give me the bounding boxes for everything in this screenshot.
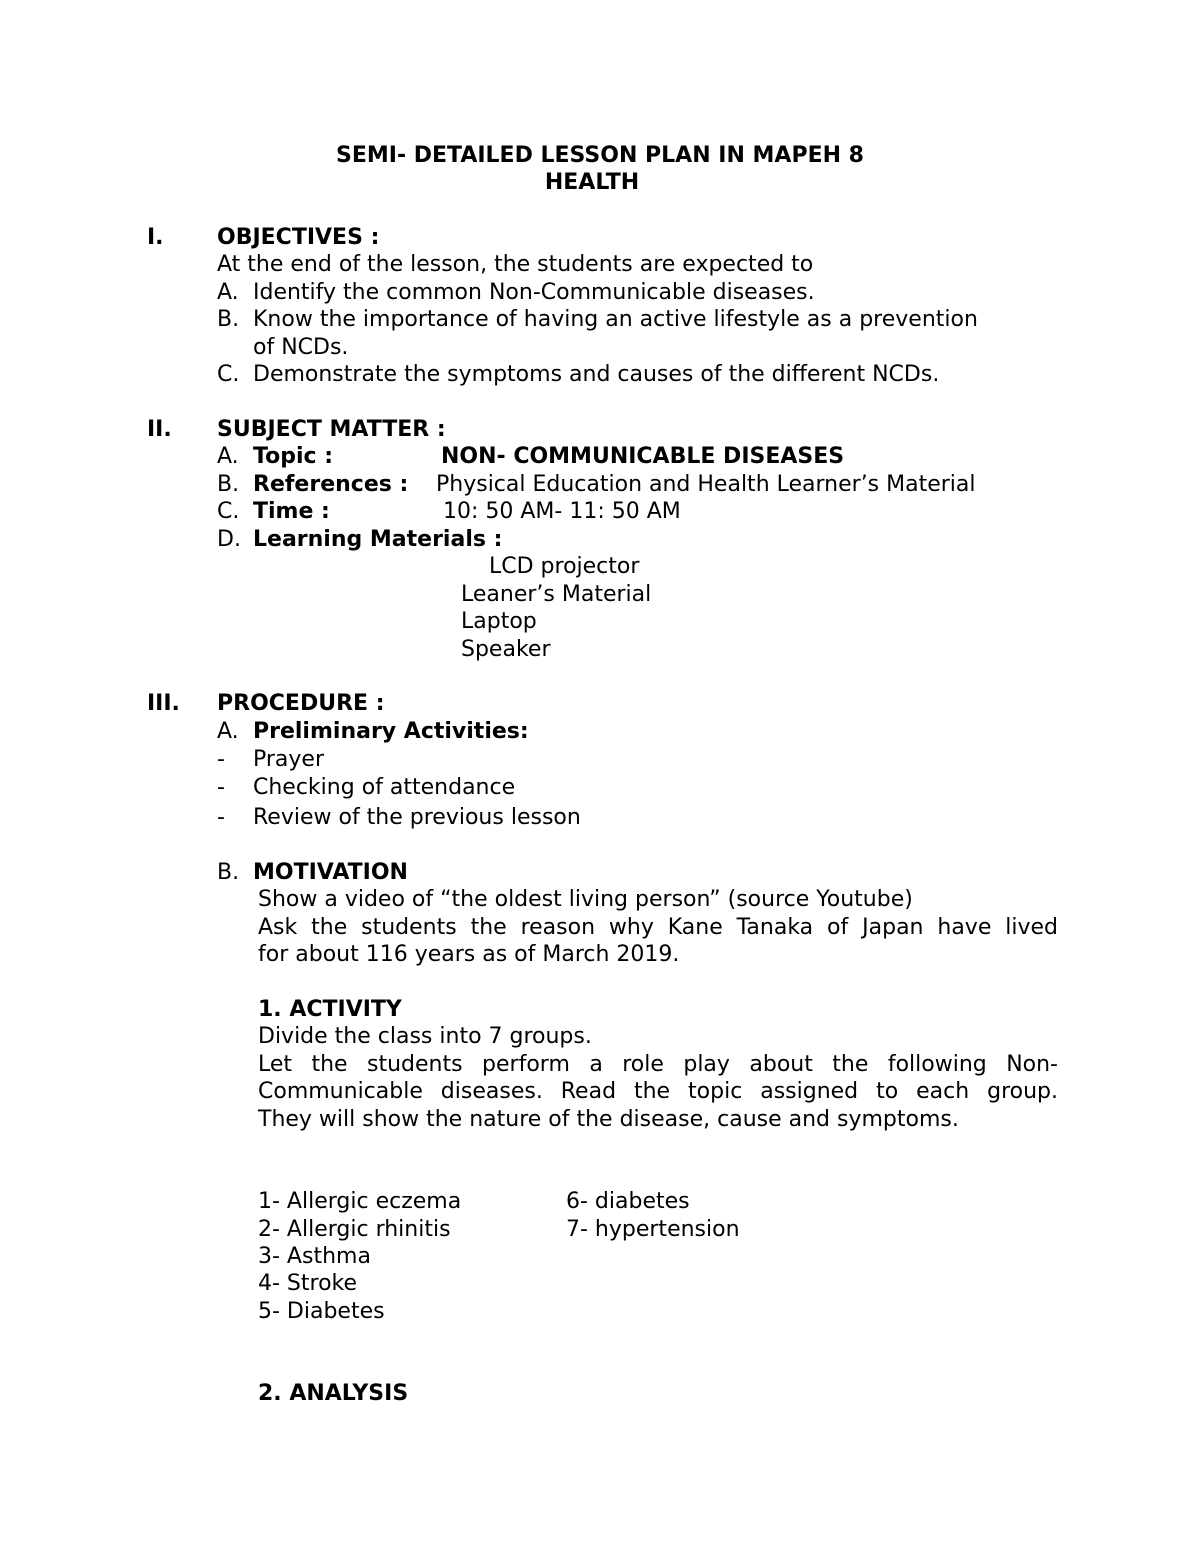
motivation-line: Show a video of “the oldest living person” (source Youtube) [258, 887, 913, 912]
section-numeral-1: I. [147, 225, 164, 250]
objective-text-b-cont: of NCDs. [253, 335, 349, 360]
objective-text-b: Know the importance of having an active lifestyle as a prevention [253, 307, 978, 332]
list-bullet: - [217, 747, 225, 772]
title-line-2: HEALTH [544, 170, 640, 195]
preliminary-letter: A. [217, 719, 239, 744]
list-bullet: - [217, 805, 225, 830]
preliminary-label: Preliminary Activities: [253, 719, 529, 744]
time-letter: C. [217, 499, 240, 524]
activity-paragraph-line: Let the students perform a role play about the following Non- [258, 1052, 1058, 1077]
disease-item: 3- Asthma [258, 1244, 371, 1269]
objective-letter-c: C. [217, 362, 240, 387]
topic-label: Topic : [253, 444, 333, 469]
objectives-intro: At the end of the lesson, the students are expected to [217, 252, 814, 277]
material-item: LCD projector [489, 554, 640, 579]
activity-paragraph-line: They will show the nature of the disease, cause and symptoms. [258, 1107, 959, 1132]
motivation-label: MOTIVATION [253, 860, 408, 885]
preliminary-item: Checking of attendance [253, 775, 516, 800]
procedure-heading: PROCEDURE : [217, 691, 385, 716]
materials-letter: D. [217, 527, 241, 552]
time-label: Time : [253, 499, 330, 524]
section-numeral-3: III. [147, 691, 180, 716]
preliminary-item: Prayer [253, 747, 325, 772]
material-item: Laptop [461, 609, 537, 634]
topic-value: NON- COMMUNICABLE DISEASES [441, 444, 845, 469]
material-item: Speaker [461, 637, 551, 662]
objective-text-c: Demonstrate the symptoms and causes of the different NCDs. [253, 362, 940, 387]
disease-item: 7- hypertension [566, 1217, 740, 1242]
analysis-heading: 2. ANALYSIS [258, 1381, 409, 1406]
objective-letter-a: A. [217, 280, 239, 305]
activity-paragraph-line: Communicable diseases. Read the topic assigned to each group. [258, 1079, 1058, 1104]
subject-matter-heading: SUBJECT MATTER : [217, 417, 446, 442]
list-bullet: - [217, 775, 225, 800]
activity-heading: 1. ACTIVITY [258, 997, 402, 1022]
disease-item: 1- Allergic eczema [258, 1189, 462, 1214]
time-value: 10: 50 AM- 11: 50 AM [443, 499, 681, 524]
references-label: References : [253, 472, 409, 497]
disease-item: 2- Allergic rhinitis [258, 1217, 451, 1242]
motivation-line: for about 116 years as of March 2019. [258, 942, 680, 967]
material-item: Leaner’s Material [461, 582, 652, 607]
objectives-heading: OBJECTIVES : [217, 225, 380, 250]
materials-label: Learning Materials : [253, 527, 503, 552]
activity-line: Divide the class into 7 groups. [258, 1024, 592, 1049]
topic-letter: A. [217, 444, 239, 469]
objective-letter-b: B. [217, 307, 240, 332]
section-numeral-2: II. [147, 417, 172, 442]
disease-item: 6- diabetes [566, 1189, 690, 1214]
preliminary-item: Review of the previous lesson [253, 805, 581, 830]
references-letter: B. [217, 472, 240, 497]
title-line-1: SEMI- DETAILED LESSON PLAN IN MAPEH 8 [336, 143, 864, 168]
disease-item: 5- Diabetes [258, 1299, 385, 1324]
disease-item: 4- Stroke [258, 1271, 358, 1296]
objective-text-a: Identify the common Non-Communicable diseases. [253, 280, 815, 305]
motivation-letter: B. [217, 860, 240, 885]
references-value: Physical Education and Health Learner’s Material [436, 472, 976, 497]
motivation-line: Ask the students the reason why Kane Tanaka of Japan have lived [258, 915, 1058, 940]
